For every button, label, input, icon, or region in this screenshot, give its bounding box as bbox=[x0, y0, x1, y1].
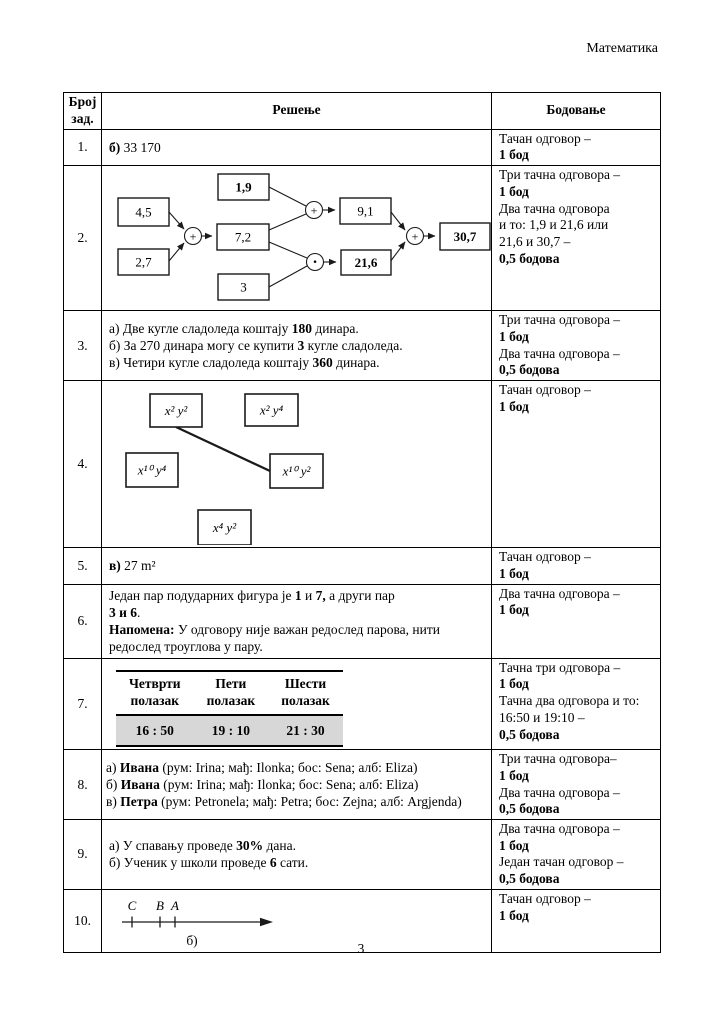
svg-text:+: + bbox=[411, 229, 419, 244]
svg-text:x² y⁴: x² y⁴ bbox=[259, 402, 284, 418]
svg-text:·: · bbox=[312, 254, 318, 272]
task-number: 2. bbox=[64, 166, 102, 311]
svg-text:x² y²: x² y² bbox=[164, 403, 188, 419]
table-row bbox=[64, 548, 661, 584]
timetable-header: Четврти полазак bbox=[116, 671, 194, 715]
svg-text:+: + bbox=[189, 229, 197, 244]
column-header-scoring: Бодовање bbox=[492, 93, 661, 130]
svg-text:4,5: 4,5 bbox=[135, 204, 152, 220]
point-label: C bbox=[127, 897, 137, 913]
svg-text:x¹⁰ y⁴: x¹⁰ y⁴ bbox=[137, 462, 167, 478]
scoring-cell: Тачан одговор – 1 бод bbox=[492, 381, 661, 548]
solution-cell: а) У спавању проведе 30% дана. б) Ученик у школи проведе 6 сати. bbox=[102, 819, 492, 889]
task-number: 5. bbox=[64, 548, 102, 584]
scoring-cell: Три тачна одговора – 1 бод Два тачна одговора – 0,5 бодова bbox=[492, 311, 661, 381]
timetable-time: 21 : 30 bbox=[268, 715, 343, 746]
table-row bbox=[64, 750, 661, 820]
arrowhead-icon bbox=[260, 918, 273, 926]
figure-caption: б) bbox=[186, 932, 198, 948]
solution-cell bbox=[102, 658, 492, 749]
solution-cell: а) Две кугле сладоледа коштају 180 динара. б) За 270 динара могу се купити 3 кугле сладоледа. в) Четири кугле сладоледа коштају 360 динара. bbox=[102, 311, 492, 381]
answer-key-table bbox=[63, 92, 661, 953]
column-header-number: Број зад. bbox=[64, 93, 102, 130]
timetable-header: Пети полазак bbox=[194, 671, 269, 715]
task-number: 8. bbox=[64, 750, 102, 820]
column-header-solution: Решење bbox=[102, 93, 492, 130]
table-row bbox=[64, 166, 661, 311]
svg-text:21,6: 21,6 bbox=[354, 255, 378, 271]
scoring-cell: Тачна три одговора – 1 бод Тачна два одговора и то: 16:50 и 19:10 – 0,5 бодова bbox=[492, 658, 661, 749]
point-label: B bbox=[156, 897, 164, 913]
timetable-times-row bbox=[116, 715, 343, 746]
table-row bbox=[64, 129, 661, 165]
solution-cell: в) 27 m² bbox=[102, 548, 492, 584]
departure-timetable bbox=[116, 670, 343, 747]
task-number: 4. bbox=[64, 381, 102, 548]
scoring-cell: Тачан одговор – 1 бод bbox=[492, 129, 661, 165]
timetable-time: 16 : 50 bbox=[116, 715, 194, 746]
matching-diagram bbox=[113, 383, 498, 545]
timetable-header-row bbox=[116, 671, 343, 715]
table-header-row bbox=[64, 93, 661, 130]
table-row bbox=[64, 381, 661, 548]
solution-cell: Један пар подударних фигура је 1 и 7, а други пар 3 и 6. Напомена: У одговору није важан редослед парова, нити редослед троуглова у пару. bbox=[102, 584, 492, 658]
svg-text:7,2: 7,2 bbox=[234, 229, 252, 245]
svg-text:x¹⁰ y²: x¹⁰ y² bbox=[282, 463, 311, 479]
svg-text:9,1: 9,1 bbox=[357, 203, 374, 219]
solution-cell bbox=[102, 381, 492, 548]
solution-cell: а) Ивана (рум: Irina; мађ: Ilonka; бос: Sena; алб: Eliza) б) Ивана (рум: Irina; мађ: Ilonka; бос: Sena; алб: Eliza) в) Петра (рум: Petronela; мађ: Petra; бос: Zejna; алб: Argjenda) bbox=[102, 750, 492, 820]
svg-text:3: 3 bbox=[240, 279, 247, 295]
scoring-cell: Три тачна одговора – 1 бод Два тачна одговора и то: 1,9 и 21,6 или 21,6 и 30,7 – 0,5 бодова bbox=[492, 166, 661, 311]
document-title: Математика bbox=[586, 41, 658, 56]
task-number: 3. bbox=[64, 311, 102, 381]
task-number: 10. bbox=[64, 889, 102, 952]
svg-text:1,9: 1,9 bbox=[235, 179, 252, 195]
svg-text:+: + bbox=[310, 203, 318, 218]
point-label: A bbox=[171, 897, 179, 913]
scoring-cell: Три тачна одговора– 1 бод Два тачна одговора – 0,5 бодова bbox=[492, 750, 661, 820]
table-row bbox=[64, 819, 661, 889]
svg-text:30,7: 30,7 bbox=[453, 229, 477, 245]
table-row bbox=[64, 584, 661, 658]
scoring-cell: Тачан одговор – 1 бод bbox=[492, 548, 661, 584]
table-row bbox=[64, 658, 661, 749]
scoring-cell: Тачан одговор – 1 бод bbox=[492, 889, 661, 952]
scoring-cell: Два тачна одговора – 1 бод bbox=[492, 584, 661, 658]
task-number: 9. bbox=[64, 819, 102, 889]
svg-text:2,7: 2,7 bbox=[135, 254, 152, 270]
page-number: 3 bbox=[357, 941, 365, 956]
task-number: 1. bbox=[64, 129, 102, 165]
solution-cell: б) 33 170 bbox=[102, 129, 492, 165]
solution-cell bbox=[102, 166, 492, 311]
scoring-cell: Два тачна одговора – 1 бод Један тачан одговор – 0,5 бодова bbox=[492, 819, 661, 889]
flow-diagram bbox=[113, 170, 498, 308]
task-number: 6. bbox=[64, 584, 102, 658]
timetable-header: Шести полазак bbox=[268, 671, 343, 715]
timetable-time: 19 : 10 bbox=[194, 715, 269, 746]
task-number: 7. bbox=[64, 658, 102, 749]
svg-text:x⁴ y²: x⁴ y² bbox=[212, 520, 237, 536]
table-row bbox=[64, 311, 661, 381]
